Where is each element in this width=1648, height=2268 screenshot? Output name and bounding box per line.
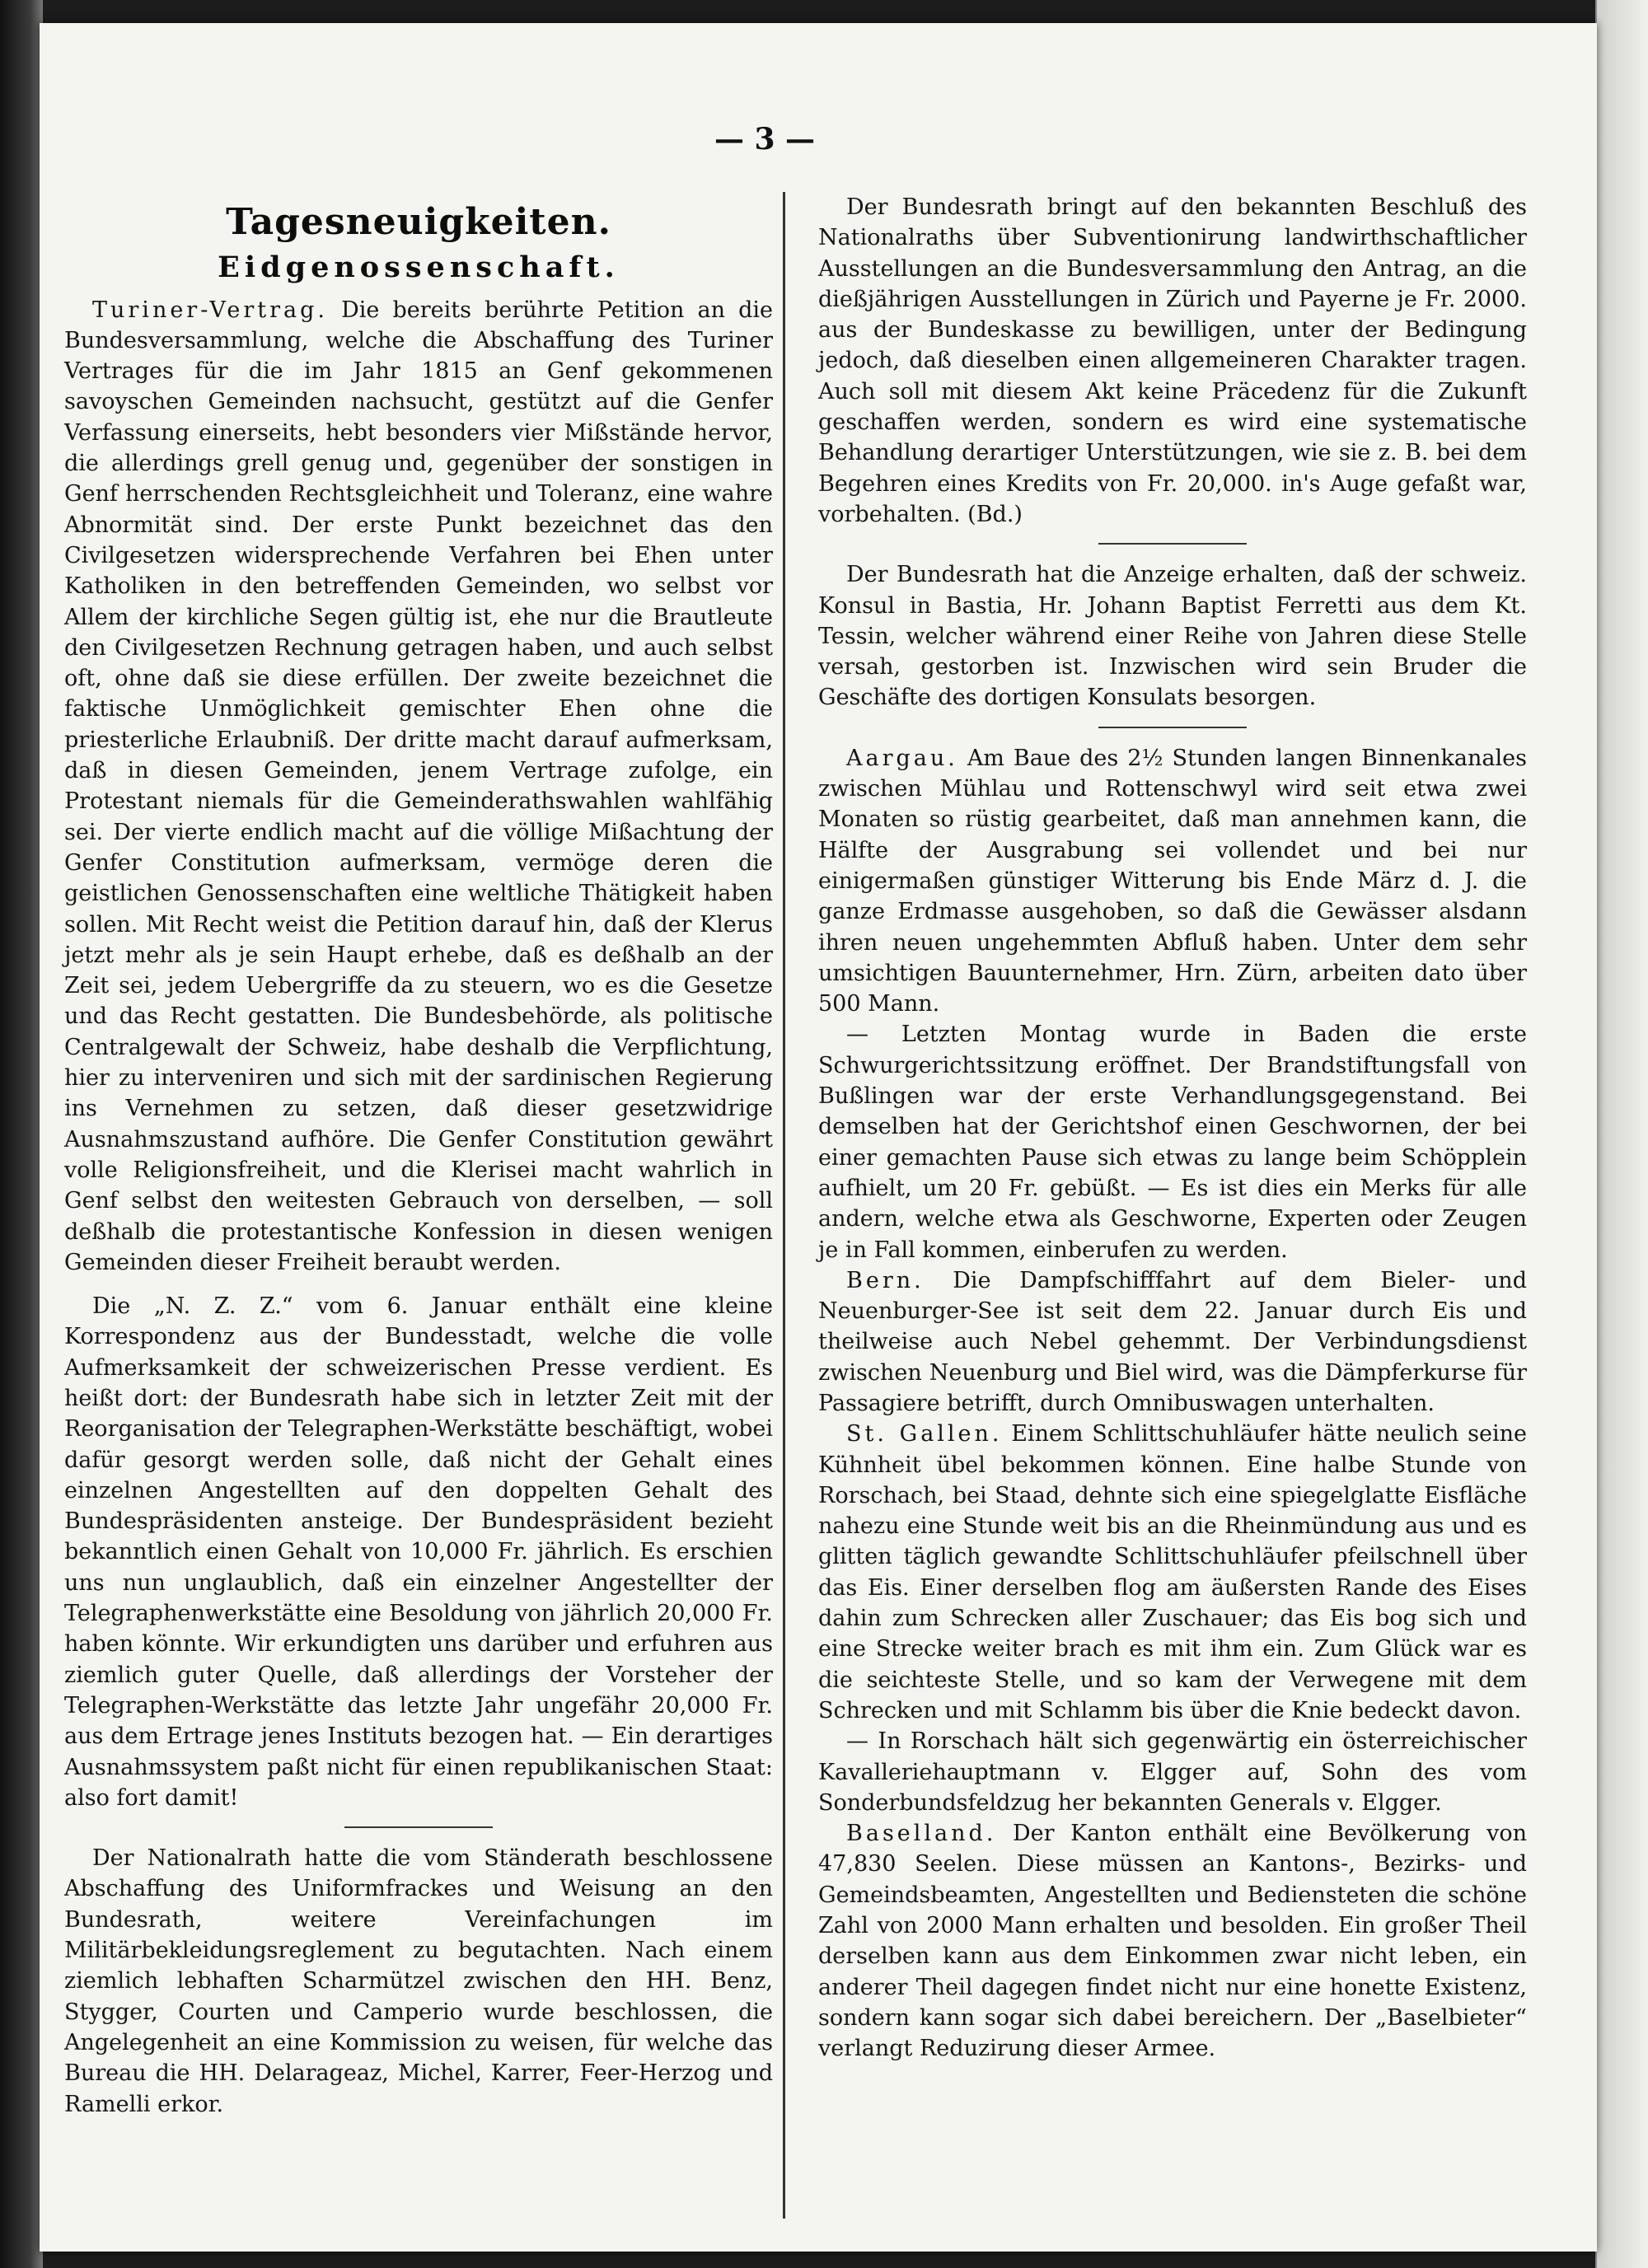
article-text: Die bereits berührte Petition an die Bundesversammlung, welche die Abschaffung des Turiner Vertrages für die im Jahr 1815 an Genf gekommenen savoyschen Gemeinden nachsucht, gestützt auf die Genfer Verfassung einerseits, hebt besonders vier Mißstände hervor, die allerdings grell genug und, gegenüber der sonstigen in Genf herrschenden Rechtsgleichheit und Toleranz, eine wahre Abnormität sind. Der erste Punkt bezeichnet das den Civilgesetzen widersprechende Verfahren bei Ehen unter Katholiken in den betreffenden Gemeinden, wo selbst vor Allem der kirchliche Segen gültig ist, ehe nur die Brautleute den Civilgesetzen Rechnung getragen haben, und auch selbst oft, ohne daß sie diese erfüllen. Der zweite bezeichnet die faktische Unmöglichkeit gemischter Ehen ohne die priesterliche Erlaubniß. Der dritte macht darauf aufmerksam, daß in diesen Gemeinden, jenem Vertrage zufolge, ein Protestant niemals für die Gemeinderathswahlen wahlfähig sei. Der vierte endlich macht auf die völlige Mißachtung der Genfer Constitution aufmerksam, vermöge deren die geistlichen Genossenschaften eine weltliche Thätigkeit haben sollen. Mit Recht weist die Petition darauf hin, daß der Klerus jetzt mehr als je sein Haupt erhebe, daß es deßhalb an der Zeit sei, jedem Uebergriffe da zu steuern, wo es die Gesetze und das Recht gestatten. Die Bundesbehörde, als politische Centralgewalt der Schweiz, habe deshalb die Verpflichtung, hier zu interveniren und sich mit der sardinischen Regierung ins Vernehmen zu setzen, daß dieser gesetzwidrige Ausnahmszustand aufhöre. Die Genfer Constitution gewährt volle Religionsfreiheit, und die Klerisei macht wahrlich in Genf selbst den weitesten Gebrauch von derselben, — soll deßhalb die protestantische Konfession in diesen wenigen Gemeinden dieser Freiheit beraubt werden.: [64, 297, 773, 1275]
article-lead: Turiner-Vertrag.: [92, 297, 328, 323]
article-bern: [818, 1265, 1527, 1419]
article-lead: St. Gallen.: [846, 1421, 1003, 1447]
article-nationalrath: Der Nationalrath hatte die vom Ständerath beschlossene Abschaffung des Uniformfrackes und Weisung an den Bundesrath, weitere Vereinfachungen im Militärbekleidungsreglement zu begutachten. Nach einem ziemlich lebhaften Scharmützel zwischen den HH. Benz, Stygger, Courten und Camperio wurde beschlossen, die Angelegenheit an eine Kommission zu weisen, für welche das Bureau die HH. Delarageaz, Michel, Karrer, Feer-Herzog und Ramelli erkor.: [64, 1845, 773, 2117]
separator-rule: [1098, 727, 1247, 728]
article-turin: [64, 295, 773, 1279]
article-text: Die Dampfschifffahrt auf dem Bieler- und Neuenburger-See ist seit dem 22. Januar durch Eis und theilweise auch Nebel gehemmt. Der Verbindungsdienst zwischen Neuenburg und Biel wird, was die Dämpferkurse für Passagiere betrifft, durch Omnibuswagen unterhalten.: [818, 1267, 1527, 1416]
adjacent-page-edge: [1595, 0, 1648, 2268]
article-baden: — Letzten Montag wurde in Baden die erste Schwurgerichtssitzung eröffnet. Der Brandstiftungsfall von Bußlingen war der erste Verhandlungsgegenstand. Bei demselben hat der Gerichtshof einen Geschwornen, der bei einer gemachten Pause sich etwas zu lange beim Schöpplein aufhielt, um 20 Fr. gebüßt. — Es ist dies ein Merks für alle andern, welche etwa als Geschworne, Experten oder Zeugen je in Fall kommen, einberufen zu werden.: [818, 1022, 1527, 1263]
article-text: Einem Schlittschuhläufer hätte neulich seine Kühnheit übel bekommen können. Eine halbe Stunde von Rorschach, bei Staad, dehnte sich eine spiegelglatte Eisfläche nahezu eine Stunde weit bis an die Rheinmündung aus und es glitten täglich gewandte Schlittschuhläufer pfeilschnell über das Eis. Einer derselben flog am äußersten Rande des Eises dahin zum Schrecken aller Zuschauer; das Eis bog sich und eine Strecke weiter brach es mit ihm ein. Zum Glück war es die seichteste Stelle, und so kam der Verwegene mit dem Schrecken und mit Schlamm bis über die Knie bedeckt davon.: [818, 1421, 1527, 1723]
left-column: [64, 192, 773, 2120]
column-divider: [783, 192, 785, 2219]
spacer: [64, 1278, 773, 1291]
article-nzz: Die „N. Z. Z.“ vom 6. Januar enthält eine kleine Korrespondenz aus der Bundesstadt, welche die volle Aufmerksamkeit der schweizerischen Presse verdient. Es heißt dort: der Bundesrath habe sich in letzter Zeit mit der Reorganisation der Telegraphen-Werkstätte beschäftigt, wobei dafür gesorgt werden solle, daß nicht der Gehalt eines einzelnen Angestellten auf den doppelten Gehalt des Bundespräsidenten ansteige. Der Bundespräsident bezieht bekanntlich einen Gehalt von 10,000 Fr. jährlich. Es erschien uns nun unglaublich, daß ein einzelner Angestellter der Telegraphenwerkstätte eine Besoldung von jährlich 20,000 Fr. haben könnte. Wir erkundigten uns darüber und erfuhren aus ziemlich guter Quelle, daß allerdings der Vorsteher der Telegraphen-Werkstätte das letzte Jahr ungefähr 20,000 Fr. aus dem Ertrage jenes Instituts bezogen hat. — Ein derartiges Ausnahmssystem paßt nicht für einen republikanischen Staat: also fort damit!: [64, 1293, 773, 1811]
article-lead: Aargau.: [846, 745, 958, 771]
article-bundesrath-ausstellungen: Der Bundesrath bringt auf den bekannten Beschluß des Nationalraths über Subventionirung landwirthschaftlicher Ausstellungen an die Bundesversammlung den Antrag, an die dießjährigen Ausstellungen in Zürich und Payerne je Fr. 2000. aus der Bundeskasse zu bewilligen, unter der Bedingung jedoch, daß dieselben einen allgemeineren Charakter tragen. Auch soll mit diesem Akt keine Präcedenz für die Zukunft geschaffen werden, sondern es wird eine systematische Behandlung derartiger Unterstützungen, wie sie z. B. bei dem Begehren eines Kredits von Fr. 20,000. in's Auge gefaßt war, vorbehalten. (Bd.): [818, 194, 1527, 527]
separator-rule: [1098, 543, 1247, 545]
section-heading: Tagesneuigkeiten.: [226, 201, 611, 243]
article-text: Am Baue des 2½ Stunden langen Binnenkanales zwischen Mühlau und Rottenschwyl wird seit etwa zwei Monaten so rüstig gearbeitet, daß man annehmen kann, die Hälfte der Ausgrabung sei vollendet und bei nur einigermaßen günstiger Witterung bis Ende März d. J. die ganze Erdmasse ausgehoben, so daß die Gewässer alsdann ihren neuen ungehemmten Abfluß haben. Unter dem sehr umsichtigen Bauunternehmer, Hrn. Zürn, arbeiten dato über 500 Mann.: [818, 745, 1527, 1017]
scan-edge-left: [0, 0, 43, 2268]
page-number: — 3 —: [714, 122, 816, 157]
section-subheading: Eidgenossenschaft.: [218, 250, 620, 285]
article-bundesrath-konsul: Der Bundesrath hat die Anzeige erhalten, daß der schweiz. Konsul in Bastia, Hr. Johann Baptist Ferretti aus dem Kt. Tessin, welcher während einer Reihe von Jahren diese Stelle versah, gestorben ist. Inzwischen wird sein Bruder die Geschäfte des dortigen Konsulats besorgen.: [818, 562, 1527, 711]
article-lead: Bern.: [846, 1267, 925, 1293]
article-aargau: [818, 743, 1527, 1020]
article-lead: Baselland.: [846, 1821, 997, 1847]
article-st-gallen: [818, 1419, 1527, 1726]
right-column: [818, 192, 1527, 2065]
article-baselland: [818, 1818, 1527, 2064]
separator-rule: [344, 1826, 493, 1828]
article-rorschach: — In Rorschach hält sich gegenwärtig ein österreichischer Kavalleriehauptmann v. Elgger auf, Sohn des vom Sonderbundsfeldzug her bekannten Generals v. Elgger.: [818, 1728, 1527, 1816]
newspaper-page: [40, 23, 1597, 2252]
article-text: Der Kanton enthält eine Bevölkerung von 47,830 Seelen. Diese müssen an Kantons-, Bezirks- und Gemeindsbeamten, Angestellten und Bediensteten die schöne Zahl von 2000 Mann erhalten und besolden. Ein großer Theil derselben kann aus dem Einkommen zwar nicht leben, ein anderer Theil dagegen findet nicht nur eine honette Existenz, sondern kann sogar sich dabei bereichern. Der „Baselbieter“ verlangt Reduzirung dieser Armee.: [818, 1821, 1527, 2062]
